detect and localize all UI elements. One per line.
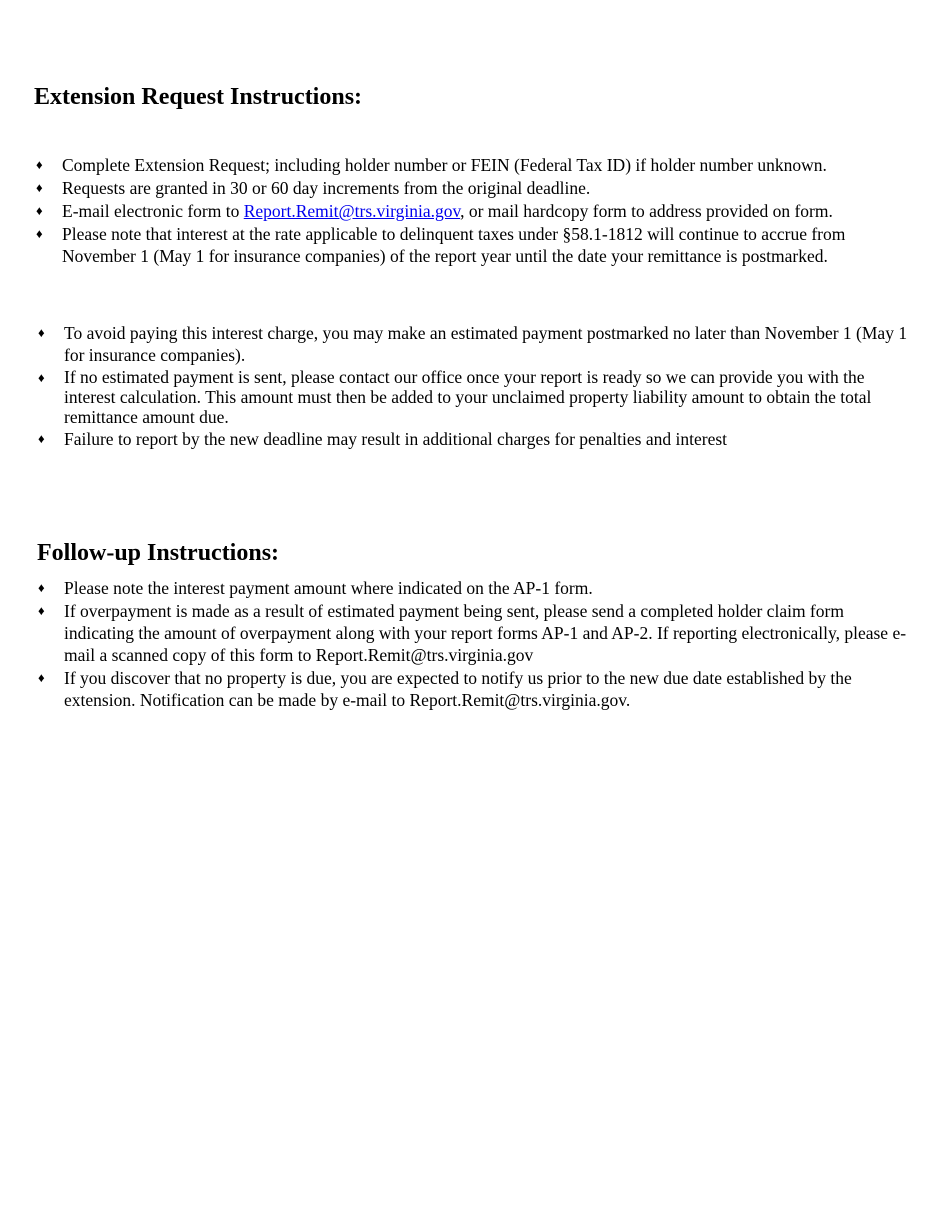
list-item-text: Complete Extension Request; including holder number or FEIN (Federal Tax ID) if holder number unknown. bbox=[62, 155, 827, 175]
list-item-text: To avoid paying this interest charge, you may make an estimated payment postmarked no later than November 1 (May 1 for insurance companies). bbox=[64, 323, 908, 365]
diamond-bullet-icon: ♦ bbox=[36, 226, 43, 241]
list-item bbox=[38, 600, 912, 666]
extension-request-list bbox=[36, 154, 912, 268]
list-item bbox=[38, 428, 912, 450]
list-item-text: Please note that interest at the rate applicable to delinquent taxes under §58.1-1812 will continue to accrue from November 1 (May 1 for insurance companies) of the report year until the date your remittance is postmarked. bbox=[62, 224, 846, 266]
list-item bbox=[38, 322, 912, 366]
list-item bbox=[38, 367, 912, 427]
diamond-bullet-icon: ♦ bbox=[38, 370, 45, 385]
list-item-text-prefix: E-mail electronic form to bbox=[62, 201, 244, 221]
list-item bbox=[38, 667, 912, 711]
list-item-text: Please note the interest payment amount where indicated on the AP-1 form. bbox=[64, 578, 593, 598]
diamond-bullet-icon: ♦ bbox=[38, 580, 45, 595]
diamond-bullet-icon: ♦ bbox=[38, 431, 45, 446]
follow-up-heading: Follow-up Instructions: bbox=[37, 540, 280, 566]
list-item bbox=[38, 577, 912, 599]
list-item-text: Requests are granted in 30 or 60 day increments from the original deadline. bbox=[62, 178, 591, 198]
list-item bbox=[36, 154, 912, 176]
email-link[interactable]: Report.Remit@trs.virginia.gov bbox=[243, 201, 461, 221]
diamond-bullet-icon: ♦ bbox=[38, 603, 45, 618]
list-item bbox=[36, 223, 912, 267]
diamond-bullet-icon: ♦ bbox=[36, 203, 43, 218]
diamond-bullet-icon: ♦ bbox=[36, 180, 43, 195]
list-item-text: If you discover that no property is due, you are expected to notify us prior to the new due date established by the extension. Notification can be made by e-mail to Report.Remit@trs.virginia.gov. bbox=[64, 668, 852, 710]
list-item bbox=[36, 177, 912, 199]
list-item bbox=[36, 200, 912, 222]
diamond-bullet-icon: ♦ bbox=[38, 325, 45, 340]
list-item-text: Failure to report by the new deadline may result in additional charges for penalties and interest bbox=[64, 429, 728, 449]
list-item-text-suffix: , or mail hardcopy form to address provided on form. bbox=[460, 201, 833, 221]
extension-request-heading: Extension Request Instructions: bbox=[34, 84, 363, 110]
list-item-text: If overpayment is made as a result of estimated payment being sent, please send a completed holder claim form indicating the amount of overpayment along with your report forms AP-1 and AP-2. If reporting electronically, please e-mail a scanned copy of this form to Report.Remit@trs.virginia.gov bbox=[64, 601, 907, 665]
diamond-bullet-icon: ♦ bbox=[36, 157, 43, 172]
interest-notes-list bbox=[38, 322, 912, 451]
list-item-text: If no estimated payment is sent, please contact our office once your report is ready so we can provide you with the interest calculation. This amount must then be added to your unclaimed property liability amount to obtain the total remittance amount due. bbox=[64, 367, 872, 427]
diamond-bullet-icon: ♦ bbox=[38, 670, 45, 685]
follow-up-list bbox=[38, 577, 912, 712]
